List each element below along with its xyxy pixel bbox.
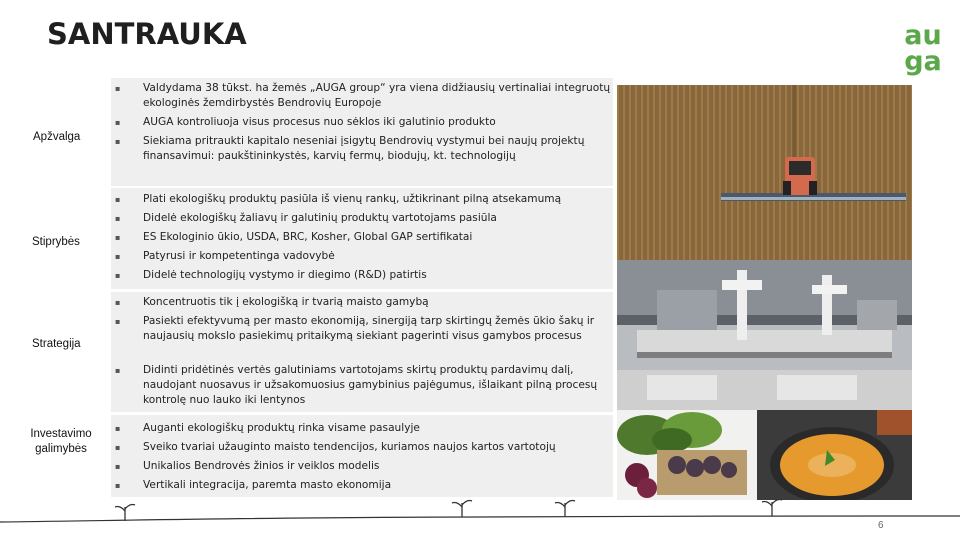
list-item: Sveiko tvariai užauginto maisto tendencijos, kuriamos naujos kartos vartotojų — [143, 441, 556, 453]
soup-photo — [757, 410, 912, 500]
bullet-marker: ▪ — [115, 443, 121, 452]
factory-robots-photo — [617, 260, 912, 410]
svg-text:ga: ga — [904, 46, 942, 77]
bullet-marker: ▪ — [115, 214, 121, 223]
bullet-marker: ▪ — [115, 195, 121, 204]
list-item: Didelė technologijų vystymo ir diegimo (R&D) patirtis — [143, 269, 427, 281]
bullet-marker: ▪ — [115, 462, 121, 471]
photo-collage — [617, 85, 912, 500]
section-label-strategy: Strategija — [32, 338, 81, 350]
field-tractor-photo — [617, 85, 912, 260]
bullet-marker: ▪ — [115, 366, 121, 375]
section-label-strengths: Stiprybės — [32, 236, 80, 248]
section-label-overview: Apžvalga — [33, 131, 81, 143]
list-item: Didelė ekologiškų žaliavų ir galutinių produktų vartotojams pasiūla — [143, 212, 497, 224]
ground-decoration — [0, 495, 960, 540]
page-title: SANTRAUKA — [47, 17, 247, 51]
list-item: Valdydama 38 tūkst. ha žemės „AUGA group“ yra viena didžiausių vertinaliai integruotų ekologinės žemdirbystės Bendrovių Europoje — [143, 82, 611, 109]
bullet-marker: ▪ — [115, 118, 121, 127]
bullet-marker: ▪ — [115, 252, 121, 261]
list-item: Patyrusi ir kompetentinga vadovybė — [143, 250, 335, 262]
bullet-marker: ▪ — [115, 137, 121, 146]
bullet-marker: ▪ — [115, 317, 121, 326]
list-item: Koncentruotis tik į ekologišką ir tvarią maisto gamybą — [143, 296, 429, 308]
svg-text:au: au — [904, 20, 942, 51]
list-item: Auganti ekologiškų produktų rinka visame pasaulyje — [143, 422, 420, 434]
bullet-marker: ▪ — [115, 271, 121, 280]
bullet-marker: ▪ — [115, 84, 121, 93]
bullet-marker: ▪ — [115, 233, 121, 242]
section-label-investment: Investavimo galimybės — [30, 428, 92, 455]
vegetables-photo — [617, 410, 757, 500]
auga-logo — [903, 18, 943, 78]
bullet-marker: ▪ — [115, 481, 121, 490]
list-item: AUGA kontroliuoja visus procesus nuo sėklos iki galutinio produkto — [143, 116, 496, 128]
list-item: Didinti pridėtinės vertės galutiniams vartotojams skirtų produktų pardavimų dalį, naudojant nuosavus ir užsakomuosius gamybinius pajėgumus, išlaikant pilną procesų kontrolę nuo lauko iki lentynos — [143, 364, 598, 406]
list-item: ES Ekologinio ūkio, USDA, BRC, Kosher, Global GAP sertifikatai — [143, 231, 473, 243]
list-item: Pasiekti efektyvumą per masto ekonomiją, sinergiją tarp skirtingų žemės ūkio šakų ir naujausių mokslo pasiekimų pritaikymą siekiant pagerinti visus gamybos procesus — [143, 315, 595, 342]
list-item: Siekiama pritraukti kapitalo neseniai įsigytų Bendrovių vystymui bei naujų projektų finansavimui: paukštininkystės, karvių fermų, biodujų, kt. technologijų — [143, 135, 585, 162]
list-item: Plati ekologiškų produktų pasiūla iš vienų rankų, užtikrinant pilną atsekamumą — [143, 193, 562, 205]
list-item: Vertikali integracija, paremta masto ekonomija — [143, 479, 392, 491]
bullet-marker: ▪ — [115, 424, 121, 433]
page-number: 6 — [878, 520, 884, 531]
list-item: Unikalios Bendrovės žinios ir veiklos modelis — [143, 460, 380, 472]
bullet-marker: ▪ — [115, 298, 121, 307]
